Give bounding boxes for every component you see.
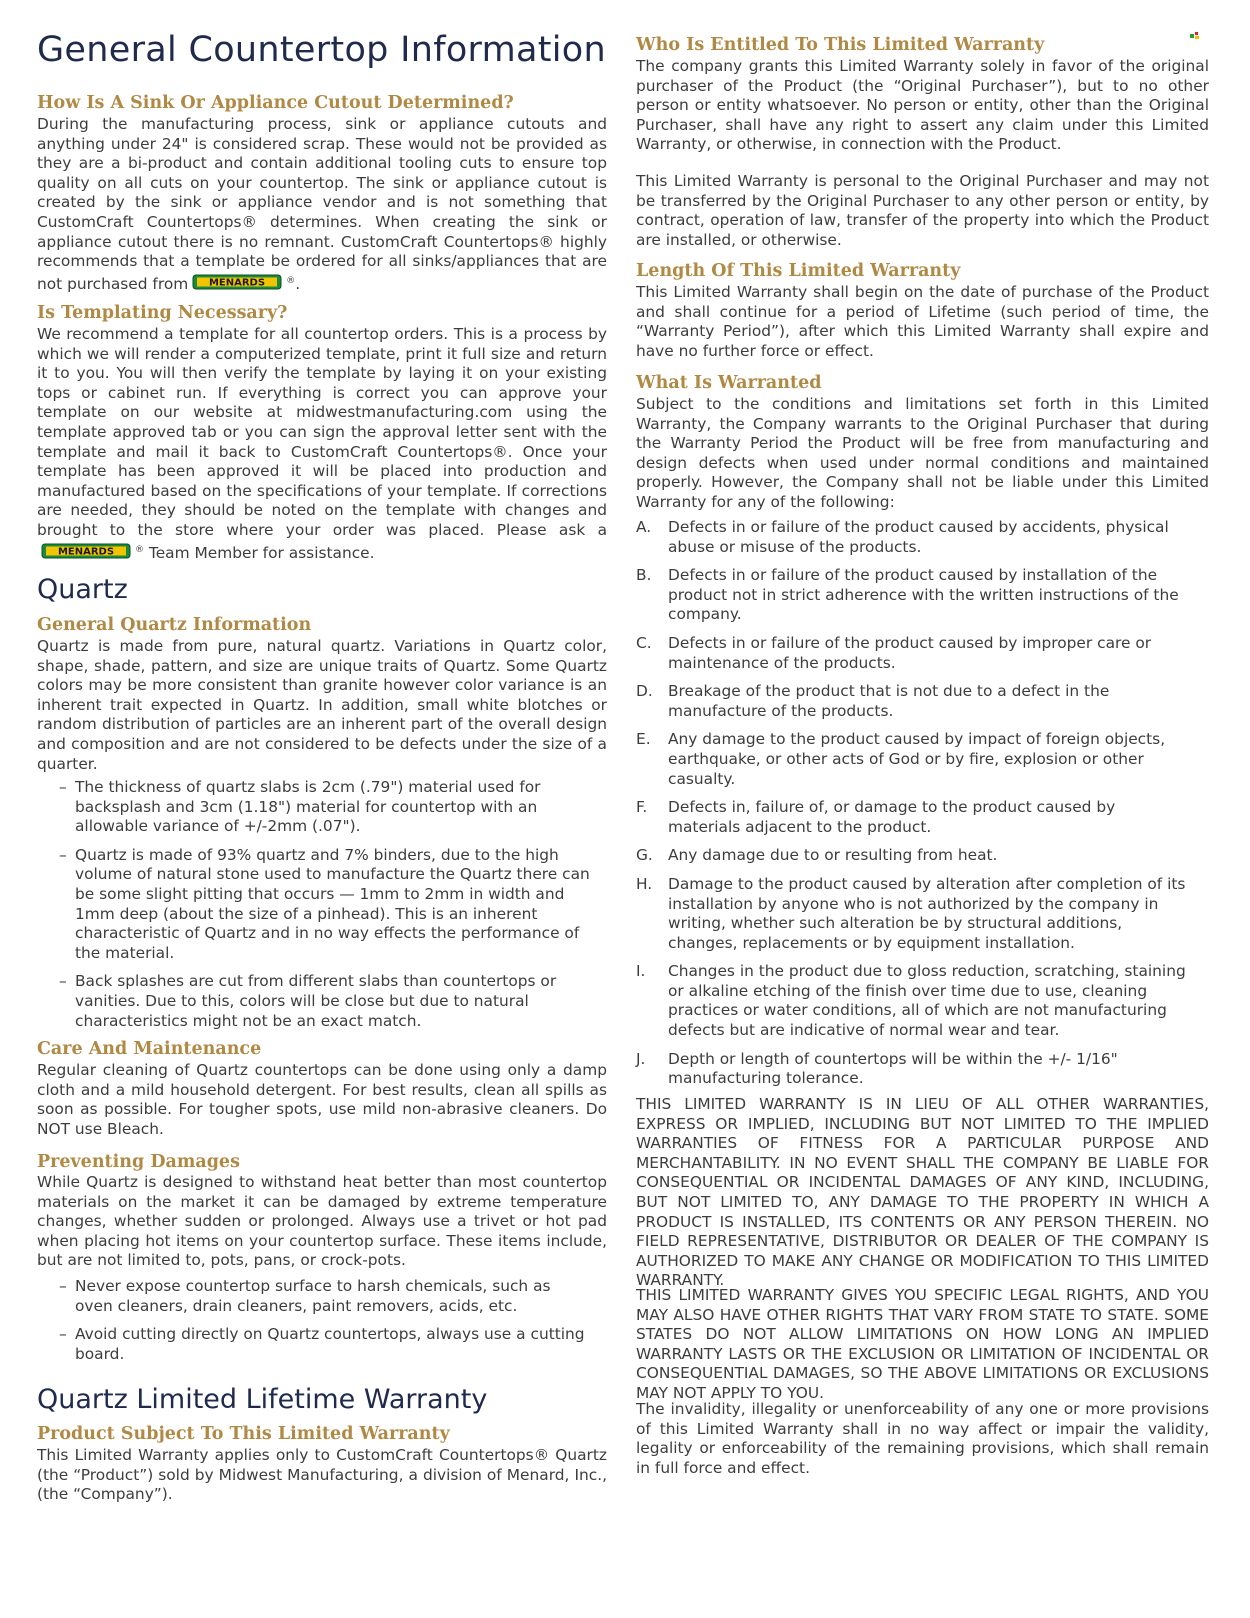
warranted-text: Subject to the conditions and limitations set forth in this Limited Warranty, the Company warrants to the Original Purchaser that during the Warranty Period the Product will be free from manufacturing and design defects when used under normal conditions and maintained properly. However, the Company shall not be liable under this Limited Warranty for any of the following: (636, 395, 1209, 511)
templating-heading: Is Templating Necessary? (37, 303, 288, 323)
care-heading: Care And Maintenance (37, 1039, 262, 1059)
item-letter: C. (636, 633, 652, 652)
templating-text (37, 325, 607, 567)
cutout-body: During the manufacturing process, sink or appliance cutouts and anything under 24" is considered scrap. These would not be provided as they are a bi-product and contain additional tooling cuts to ensure top quality on all cuts on your countertop. The sink or appliance cutout is created by the sink or appliance vendor and is not something that CustomCraft Countertops® determines. When creating the sink or appliance cutout there is no remnant. CustomCraft Countertops® highly recommends that a template be ordered for all sinks/appliances that are not purchased from (37, 115, 607, 293)
cutout-text (37, 115, 607, 298)
bullet-text: Never expose countertop surface to harsh chemicals, such as oven cleaners, drain cleaners, paint removers, acids, etc. (75, 1277, 551, 1315)
svg-text:MENARDS: MENARDS (209, 277, 266, 289)
item-letter: H. (636, 874, 653, 893)
list-item: – Avoid cutting directly on Quartz countertops, always use a cutting board. (59, 1325, 585, 1363)
item-text: Depth or length of countertops will be within the +/- 1/16" manufacturing tolerance. (668, 1049, 1118, 1088)
entitled-text-1: The company grants this Limited Warranty solely in favor of the original purchaser of the Product (the “Original Purchaser”), but to no other person or entity whatsoever. No person or entity, other than the Original Purchaser, shall have any right to assert any claim under this Limited Warranty, or otherwise, in connection with the Product. (636, 57, 1209, 154)
cutout-heading: How Is A Sink Or Appliance Cutout Determined? (37, 93, 514, 113)
exclusions-list (636, 518, 1186, 1098)
item-text: Changes in the product due to gloss reduction, scratching, staining or alkaline etching of the finish over time due to use, cleaning practices or water conditions, all of which are not manufacturing defects but are indicative of normal wear and tear. (668, 962, 1186, 1040)
item-text: Damage to the product caused by alteration after completion of its installation by anyone who is not authorized by the company in writing, whether such alteration be by structural additions, changes, replacements or by equipment installation. (668, 874, 1186, 952)
bullet-text: The thickness of quartz slabs is 2cm (.79") material used for backsplash and 3cm (1.18") material for countertop with an allowable variance of +/-2mm (.07"). (75, 778, 541, 836)
length-heading: Length Of This Limited Warranty (636, 261, 961, 281)
item-letter: B. (636, 566, 652, 585)
preventing-bullets (37, 1277, 592, 1373)
list-item: – The thickness of quartz slabs is 2cm (.79") material used for backsplash and 3cm (1.18") material for countertop with an allowable variance of +/-2mm (.07"). (59, 778, 541, 836)
item-text: Defects in or failure of the product caused by accidents, physical abuse or misuse of the products. (668, 518, 1169, 556)
product-subject-heading: Product Subject To This Limited Warranty (37, 1424, 450, 1444)
general-quartz-text: Quartz is made from pure, natural quartz. Variations in Quartz color, shape, shade, pattern, and size are unique traits of Quartz. Some Quartz colors may be more consistent than granite however color variance is an inherent trait expected in Quartz. In addition, small white blotches or random distribution of particles are an inherent part of the overall design and composition and are not considered to be defects under the size of a quarter. (37, 637, 607, 773)
item-letter: E. (636, 730, 651, 749)
item-letter: A. (636, 518, 652, 536)
list-item (636, 634, 1186, 673)
item-letter: F. (636, 798, 648, 817)
item-text: Breakage of the product that is not due to a defect in the manufacture of the products. (668, 682, 1110, 720)
item-text: Defects in, failure of, or damage to the product caused by materials adjacent to the product. (668, 798, 1116, 836)
general-quartz-bullets (37, 778, 592, 1040)
warranty-title: Quartz Limited Lifetime Warranty (37, 1384, 488, 1415)
menards-logo (192, 273, 284, 299)
menards-logo-mark: ® (286, 275, 296, 286)
list-item (636, 962, 1186, 1040)
corner-mark-icon (1190, 32, 1200, 40)
list-item (636, 1050, 1186, 1089)
severability-text: The invalidity, illegality or unenforceability of any one or more provisions of this Limited Warranty shall in no way affect or impair the validity, legality or enforceability of the remaining provisions, which shall remain in full force and effect. (636, 1400, 1209, 1477)
preventing-heading: Preventing Damages (37, 1152, 240, 1172)
list-item: – Back splashes are cut from different slabs than countertops or vanities. Due to this, colors will be close but due to natural characteristics might not be an exact match. (59, 972, 557, 1030)
cutout-text-end: . (295, 274, 301, 293)
item-text: Any damage to the product caused by impact of foreign objects, earthquake, or other acts of God or by fire, explosion or other casualty. (668, 730, 1166, 788)
disclaimer-text-2: THIS LIMITED WARRANTY GIVES YOU SPECIFIC LEGAL RIGHTS, AND YOU MAY ALSO HAVE OTHER RIGHTS THAT VARY FROM STATE TO STATE. SOME STATES DO NOT ALLOW LIMITATIONS ON HOW LONG AN IMPLIED WARRANTY LASTS OR THE EXCLUSION OR LIMITATION OF INCIDENTAL OR CONSEQUENTIAL DAMAGES, SO THE ABOVE LIMITATIONS OR EXCLUSIONS MAY NOT APPLY TO YOU. (636, 1286, 1209, 1402)
list-item (636, 518, 1186, 557)
item-text: Defects in or failure of the product caused by installation of the product not in strict adherence with the written instructions of the company. (668, 566, 1179, 624)
templating-body: We recommend a template for all countertop orders. This is a process by which we will render a computerized template, print it full size and return it to you. You will then verify the template by laying it on your existing tops or cabinet run. If everything is correct you can approve your template on our website at midwestmanufacturing.com using the template approved tab or you can sign the approval letter sent with the template and mail it back to CustomCraft Countertops®. Once your template has been approved it will be placed into production and manufactured based on the specifications of your template. If corrections are needed, they should be noted on the template with changes and brought to the store where your order was placed. Please ask a (37, 325, 607, 539)
list-item (636, 875, 1186, 953)
item-letter: J. (636, 1049, 646, 1068)
disclaimer-text-1: THIS LIMITED WARRANTY IS IN LIEU OF ALL OTHER WARRANTIES, EXPRESS OR IMPLIED, INCLUDING BUT NOT LIMITED TO THE IMPLIED WARRANTIES OF FITNESS FOR A PARTICULAR PURPOSE AND MERCHANTABILITY. IN NO EVENT SHALL THE COMPANY BE LIABLE FOR CONSEQUENTIAL OR INCIDENTAL DAMAGES OF ANY KIND, INCLUDING, BUT NOT LIMITED TO, ANY DAMAGE TO THE PROPERTY IN WHICH A PRODUCT IS INSTALLED, ITS CONTENTS OR ANY PERSON THEREIN. NO FIELD REPRESENTATIVE, DISTRIBUTOR OR DEALER OF THE COMPANY IS AUTHORIZED TO MAKE ANY CHANGE OR MODIFICATION TO THIS LIMITED WARRANTY. (636, 1095, 1209, 1290)
bullet-text: Quartz is made of 93% quartz and 7% binders, due to the high volume of natural stone used to manufacture the Quartz there can be some slight pitting that occurs — 1mm to 2mm in width and 1mm deep (about the size of a pinhead). This is an inherent characteristic of Quartz and in no way effects the performance of the material. (75, 845, 590, 962)
menards-logo (41, 542, 133, 568)
list-item: – Never expose countertop surface to harsh chemicals, such as oven cleaners, drain cleaners, paint removers, acids, etc. (59, 1277, 551, 1315)
list-item (636, 682, 1186, 721)
bullet-text: Avoid cutting directly on Quartz countertops, always use a cutting board. (75, 1325, 585, 1363)
item-letter: G. (636, 846, 653, 865)
list-item (636, 798, 1186, 837)
list-item: – Quartz is made of 93% quartz and 7% binders, due to the high volume of natural stone used to manufacture the Quartz there can be some slight pitting that occurs — 1mm to 2mm in width and 1mm deep (about the size of a pinhead). This is an inherent characteristic of Quartz and in no way effects the performance of the material. (59, 845, 590, 962)
care-text: Regular cleaning of Quartz countertops can be done using only a damp cloth and a mild household detergent. For best results, clean all spills as soon as possible. For tougher spots, use mild non-abrasive cleaners. Do NOT use Bleach. (37, 1061, 607, 1138)
templating-text-end: Team Member for assistance. (148, 543, 375, 562)
quartz-title: Quartz (37, 574, 128, 605)
product-subject-text: This Limited Warranty applies only to CustomCraft Countertops® Quartz (the “Product”) sold by Midwest Manufacturing, a division of Menard, Inc., (the “Company”). (37, 1446, 607, 1504)
warranted-heading: What Is Warranted (636, 373, 822, 393)
entitled-heading: Who Is Entitled To This Limited Warranty (636, 35, 1045, 55)
list-item (636, 730, 1186, 789)
list-item (636, 566, 1186, 625)
list-item (636, 846, 1186, 866)
length-text: This Limited Warranty shall begin on the date of purchase of the Product and shall continue for a period of Lifetime (such period of time, the “Warranty Period”), after which this Limited Warranty shall expire and have no further force or effect. (636, 283, 1209, 360)
preventing-text: While Quartz is designed to withstand heat better than most countertop materials on the market it can be damaged by extreme temperature changes, whether sudden or prolonged. Always use a trivet or hot pad when placing hot items on your countertop surface. These items include, but are not limited to, pots, pans, or crock-pots. (37, 1173, 607, 1270)
item-text: Any damage due to or resulting from heat. (668, 846, 998, 865)
item-text: Defects in or failure of the product caused by improper care or maintenance of the products. (668, 633, 1152, 672)
bullet-text: Back splashes are cut from different slabs than countertops or vanities. Due to this, colors will be close but due to natural characteristics might not be an exact match. (75, 972, 557, 1030)
svg-text:MENARDS: MENARDS (57, 546, 115, 558)
page-title: General Countertop Information (37, 30, 606, 70)
general-quartz-heading: General Quartz Information (37, 615, 312, 635)
entitled-text-2: This Limited Warranty is personal to the Original Purchaser and may not be transferred by the Original Purchaser to any other person or entity, by contract, operation of law, transfer of the property into which the Product are installed, or otherwise. (636, 172, 1209, 249)
menards-logo-mark: ® (135, 544, 144, 555)
item-letter: D. (636, 682, 653, 701)
item-letter: I. (636, 962, 646, 981)
